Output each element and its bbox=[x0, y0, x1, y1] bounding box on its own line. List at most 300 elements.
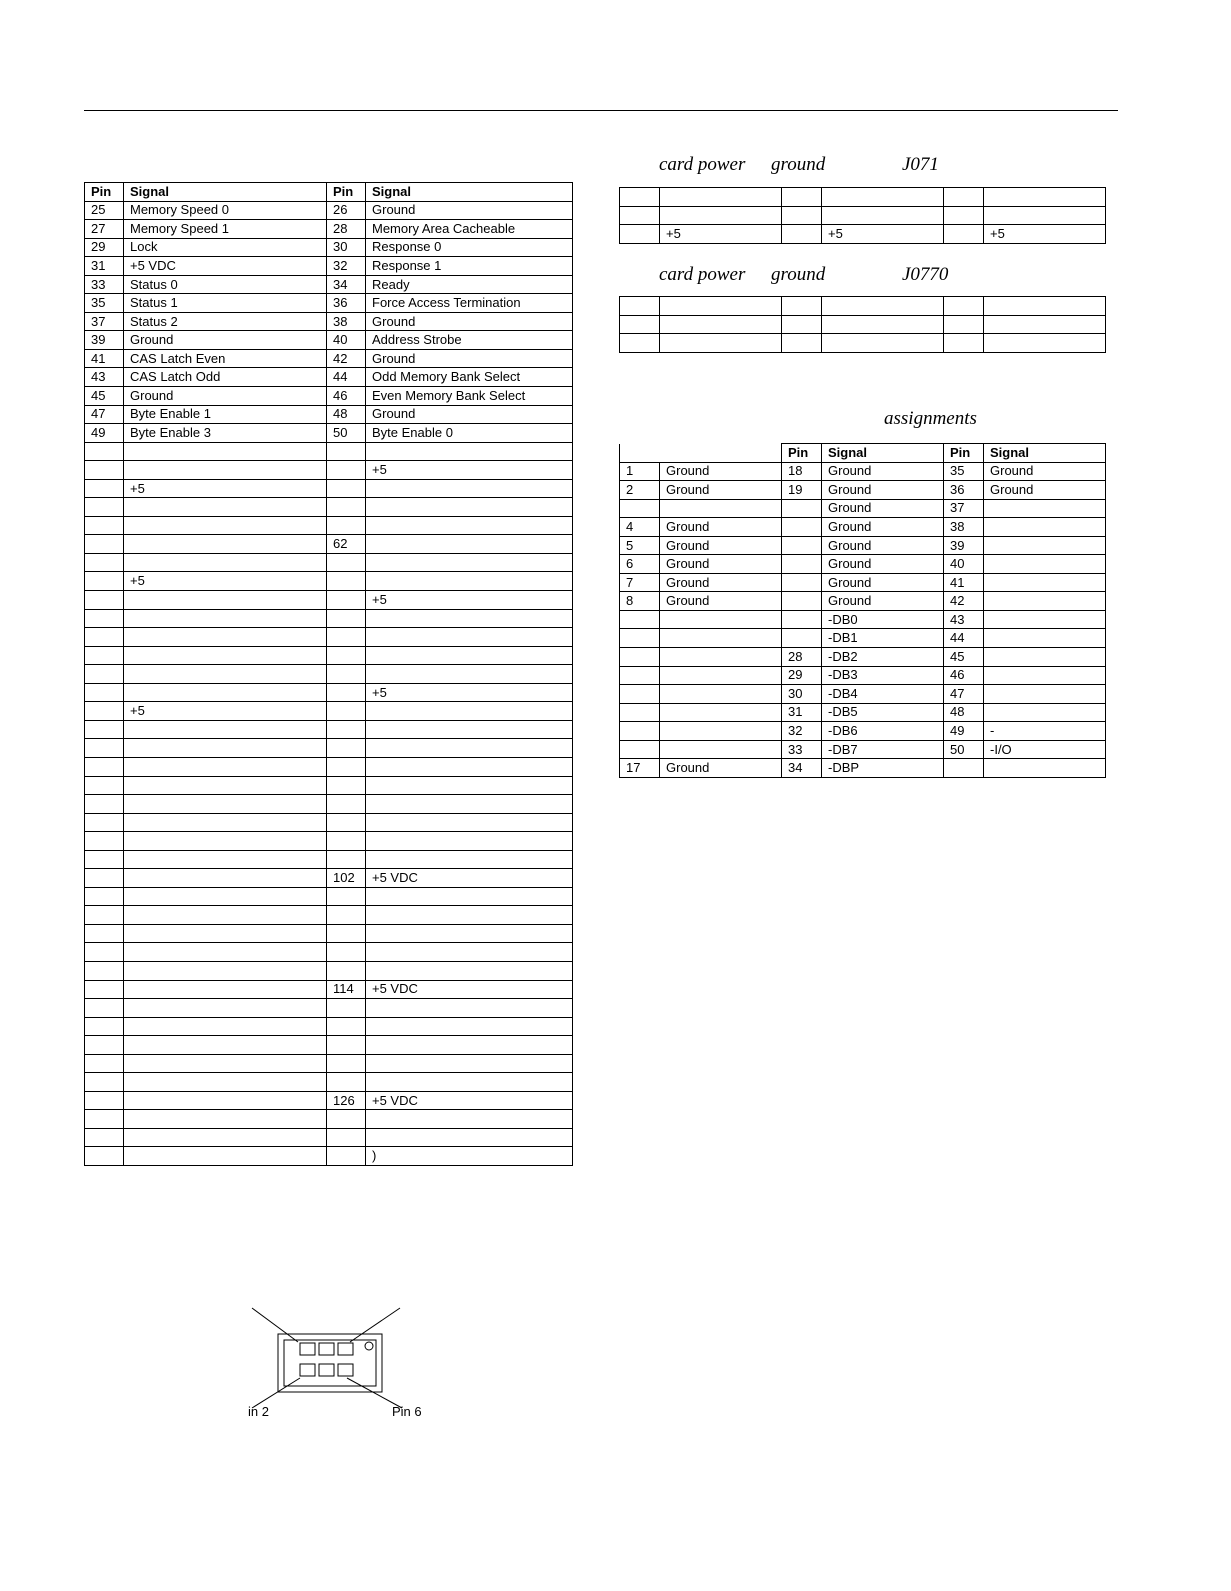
table-row bbox=[85, 739, 573, 758]
table-row bbox=[85, 572, 573, 591]
scsi-caption: assignments bbox=[884, 408, 977, 429]
signal-cell: Response 0 bbox=[366, 238, 573, 257]
pin-cell: 29 bbox=[85, 238, 124, 257]
signal-cell: -DB2 bbox=[822, 648, 944, 667]
signal-cell: Lock bbox=[124, 238, 327, 257]
pin-cell bbox=[944, 334, 984, 353]
signal-cell: Ground bbox=[366, 201, 573, 220]
pin-cell: 43 bbox=[85, 368, 124, 387]
pin-cell bbox=[85, 591, 124, 610]
column-header bbox=[660, 444, 782, 463]
pin-cell bbox=[85, 516, 124, 535]
signal-cell bbox=[366, 1073, 573, 1092]
pin-cell: 6 bbox=[620, 555, 660, 574]
pin-cell bbox=[85, 980, 124, 999]
pin-cell bbox=[944, 188, 984, 207]
pin-cell: 33 bbox=[782, 740, 822, 759]
table-row bbox=[620, 315, 1106, 334]
signal-cell bbox=[366, 961, 573, 980]
pin-cell: 114 bbox=[327, 980, 366, 999]
pin-cell bbox=[85, 832, 124, 851]
table-row bbox=[85, 702, 573, 721]
signal-cell: Status 0 bbox=[124, 275, 327, 294]
signal-cell bbox=[366, 739, 573, 758]
table-row bbox=[85, 424, 573, 443]
signal-cell: Ground bbox=[822, 462, 944, 481]
pin-cell: 2 bbox=[620, 481, 660, 500]
pin-cell bbox=[782, 188, 822, 207]
signal-cell: Ground bbox=[660, 481, 782, 500]
signal-cell bbox=[124, 628, 327, 647]
pin-cell bbox=[782, 518, 822, 537]
signal-cell bbox=[366, 553, 573, 572]
signal-cell: Ground bbox=[124, 387, 327, 406]
pin-cell bbox=[85, 924, 124, 943]
pin-cell bbox=[327, 442, 366, 461]
pin-cell bbox=[327, 739, 366, 758]
pin-cell bbox=[944, 225, 984, 244]
pin-cell bbox=[620, 648, 660, 667]
table-header-row bbox=[620, 444, 1106, 463]
pin-cell bbox=[620, 666, 660, 685]
pin-cell bbox=[782, 610, 822, 629]
table-row bbox=[620, 685, 1106, 704]
signal-cell bbox=[366, 535, 573, 554]
signal-cell bbox=[366, 924, 573, 943]
signal-cell bbox=[822, 315, 944, 334]
pin-cell bbox=[85, 869, 124, 888]
table-row bbox=[85, 924, 573, 943]
pin-cell: 28 bbox=[327, 220, 366, 239]
table-row bbox=[620, 225, 1106, 244]
pin-cell: 36 bbox=[944, 481, 984, 500]
signal-cell bbox=[124, 1110, 327, 1129]
pin-cell bbox=[620, 334, 660, 353]
pin-cell bbox=[327, 850, 366, 869]
signal-cell: Ground bbox=[822, 536, 944, 555]
table-row bbox=[620, 206, 1106, 225]
header-rule bbox=[84, 110, 1118, 111]
pin-cell: 43 bbox=[944, 610, 984, 629]
pin-cell: 47 bbox=[944, 685, 984, 704]
pin-cell: 31 bbox=[782, 703, 822, 722]
j071-power-table bbox=[619, 187, 1106, 244]
signal-cell bbox=[660, 610, 782, 629]
pin-cell: 39 bbox=[944, 536, 984, 555]
signal-cell: -DB0 bbox=[822, 610, 944, 629]
pin-cell: 25 bbox=[85, 201, 124, 220]
signal-cell: Ready bbox=[366, 275, 573, 294]
signal-cell bbox=[660, 188, 782, 207]
pin-cell: 17 bbox=[620, 759, 660, 778]
pin-cell: 126 bbox=[327, 1091, 366, 1110]
pin-cell: 62 bbox=[327, 535, 366, 554]
j071-caption-connector: J071 bbox=[902, 154, 939, 175]
signal-cell: Response 1 bbox=[366, 257, 573, 276]
signal-cell bbox=[124, 516, 327, 535]
signal-cell: Memory Area Cacheable bbox=[366, 220, 573, 239]
column-header: Signal bbox=[366, 183, 573, 202]
table-row bbox=[85, 331, 573, 350]
table-row bbox=[85, 368, 573, 387]
signal-cell: +5 bbox=[124, 572, 327, 591]
connector-label-left: in 2 bbox=[248, 1404, 269, 1419]
signal-cell: Address Strobe bbox=[366, 331, 573, 350]
pin-cell: 45 bbox=[944, 648, 984, 667]
signal-cell bbox=[984, 648, 1106, 667]
signal-cell bbox=[366, 479, 573, 498]
pin-cell bbox=[85, 646, 124, 665]
pin-cell bbox=[85, 572, 124, 591]
pin-cell bbox=[85, 1073, 124, 1092]
pin-cell bbox=[85, 628, 124, 647]
pin-cell bbox=[85, 943, 124, 962]
signal-cell bbox=[366, 516, 573, 535]
pin-cell bbox=[85, 906, 124, 925]
pin-cell bbox=[327, 832, 366, 851]
signal-cell bbox=[366, 702, 573, 721]
table-row bbox=[85, 646, 573, 665]
pin-cell: 18 bbox=[782, 462, 822, 481]
table-row bbox=[85, 683, 573, 702]
signal-cell bbox=[124, 1054, 327, 1073]
j0770-caption-connector: J0770 bbox=[902, 264, 949, 285]
signal-cell bbox=[660, 629, 782, 648]
pin-cell: 48 bbox=[327, 405, 366, 424]
signal-cell bbox=[124, 609, 327, 628]
signal-cell: Status 1 bbox=[124, 294, 327, 313]
pin-cell bbox=[327, 665, 366, 684]
signal-cell: -DB5 bbox=[822, 703, 944, 722]
pin-cell bbox=[327, 553, 366, 572]
signal-cell bbox=[124, 535, 327, 554]
pin-cell bbox=[85, 683, 124, 702]
signal-cell: Ground bbox=[366, 349, 573, 368]
table-row bbox=[85, 628, 573, 647]
pin-cell: 26 bbox=[327, 201, 366, 220]
table-row bbox=[85, 349, 573, 368]
pin-cell bbox=[620, 188, 660, 207]
signal-cell bbox=[660, 703, 782, 722]
pin-cell bbox=[85, 795, 124, 814]
table-row bbox=[620, 499, 1106, 518]
signal-cell bbox=[822, 188, 944, 207]
signal-cell bbox=[984, 629, 1106, 648]
pin-cell: 47 bbox=[85, 405, 124, 424]
signal-cell: Ground bbox=[660, 462, 782, 481]
pin-cell bbox=[327, 461, 366, 480]
system-bus-pin-table bbox=[84, 182, 573, 1166]
pin-cell: 42 bbox=[327, 349, 366, 368]
table-row bbox=[620, 555, 1106, 574]
signal-cell bbox=[366, 498, 573, 517]
j071-caption-ground: ground bbox=[771, 154, 826, 175]
pin-cell bbox=[327, 609, 366, 628]
signal-cell: Ground bbox=[822, 518, 944, 537]
signal-cell: Ground bbox=[124, 331, 327, 350]
signal-cell: -DB7 bbox=[822, 740, 944, 759]
pin-cell: 46 bbox=[944, 666, 984, 685]
table-row bbox=[85, 591, 573, 610]
signal-cell bbox=[984, 297, 1106, 316]
signal-cell: -DB4 bbox=[822, 685, 944, 704]
pin-cell: 8 bbox=[620, 592, 660, 611]
signal-cell bbox=[366, 813, 573, 832]
table-row bbox=[85, 312, 573, 331]
pin-cell: 30 bbox=[782, 685, 822, 704]
table-row bbox=[85, 1073, 573, 1092]
signal-cell bbox=[984, 555, 1106, 574]
signal-cell: Ground bbox=[984, 481, 1106, 500]
j0770-power-table bbox=[619, 296, 1106, 353]
signal-cell: Ground bbox=[660, 555, 782, 574]
table-row bbox=[85, 442, 573, 461]
pin-cell bbox=[85, 1110, 124, 1129]
signal-cell bbox=[366, 646, 573, 665]
signal-cell: Even Memory Bank Select bbox=[366, 387, 573, 406]
pin-cell bbox=[327, 906, 366, 925]
signal-cell: -I/O bbox=[984, 740, 1106, 759]
signal-cell bbox=[366, 609, 573, 628]
pin-cell bbox=[85, 702, 124, 721]
pin-cell bbox=[85, 813, 124, 832]
signal-cell: CAS Latch Even bbox=[124, 349, 327, 368]
signal-cell bbox=[124, 906, 327, 925]
signal-cell bbox=[660, 206, 782, 225]
signal-cell bbox=[124, 980, 327, 999]
pin-cell: 5 bbox=[620, 536, 660, 555]
pin-cell: 42 bbox=[944, 592, 984, 611]
table-row bbox=[620, 188, 1106, 207]
pin-cell bbox=[327, 924, 366, 943]
signal-cell bbox=[124, 1091, 327, 1110]
pin-cell bbox=[782, 297, 822, 316]
pin-cell: 40 bbox=[944, 555, 984, 574]
table-row bbox=[620, 518, 1106, 537]
signal-cell bbox=[984, 518, 1106, 537]
signal-cell bbox=[124, 943, 327, 962]
pin-cell: 33 bbox=[85, 275, 124, 294]
pin-cell bbox=[327, 646, 366, 665]
signal-cell bbox=[984, 206, 1106, 225]
signal-cell: Ground bbox=[660, 592, 782, 611]
signal-cell bbox=[984, 592, 1106, 611]
signal-cell bbox=[822, 334, 944, 353]
table-row bbox=[85, 980, 573, 999]
pin-cell: 29 bbox=[782, 666, 822, 685]
pin-cell bbox=[327, 720, 366, 739]
connector-label-right: Pin 6 bbox=[392, 1404, 422, 1419]
pin-cell bbox=[620, 685, 660, 704]
pin-cell bbox=[782, 536, 822, 555]
signal-cell: +5 bbox=[366, 591, 573, 610]
pin-cell bbox=[85, 1128, 124, 1147]
pin-cell: 50 bbox=[327, 424, 366, 443]
table-row bbox=[620, 759, 1106, 778]
pin-cell bbox=[85, 1147, 124, 1166]
signal-cell bbox=[124, 1017, 327, 1036]
pin-cell bbox=[85, 535, 124, 554]
table-row bbox=[85, 1128, 573, 1147]
pin-cell bbox=[620, 610, 660, 629]
signal-cell bbox=[660, 315, 782, 334]
pin-cell bbox=[327, 1036, 366, 1055]
table-row bbox=[85, 553, 573, 572]
table-row bbox=[85, 1036, 573, 1055]
pin-cell: 37 bbox=[944, 499, 984, 518]
signal-cell bbox=[660, 740, 782, 759]
pin-cell bbox=[620, 225, 660, 244]
pin-cell bbox=[85, 720, 124, 739]
pin-cell bbox=[85, 757, 124, 776]
signal-cell: Ground bbox=[822, 499, 944, 518]
signal-cell bbox=[366, 943, 573, 962]
pin-cell bbox=[620, 206, 660, 225]
signal-cell: Odd Memory Bank Select bbox=[366, 368, 573, 387]
signal-cell bbox=[124, 1128, 327, 1147]
signal-cell: Force Access Termination bbox=[366, 294, 573, 313]
column-header: Signal bbox=[822, 444, 944, 463]
table-row bbox=[85, 776, 573, 795]
table-row bbox=[85, 720, 573, 739]
signal-cell: +5 bbox=[660, 225, 782, 244]
table-row bbox=[85, 1147, 573, 1166]
signal-cell bbox=[366, 850, 573, 869]
signal-cell bbox=[124, 591, 327, 610]
pin-cell bbox=[944, 315, 984, 334]
table-row bbox=[85, 999, 573, 1018]
column-header: Pin bbox=[944, 444, 984, 463]
pin-cell bbox=[944, 206, 984, 225]
signal-cell bbox=[124, 553, 327, 572]
pin-cell bbox=[327, 498, 366, 517]
signal-cell bbox=[366, 757, 573, 776]
pin-cell: 32 bbox=[782, 722, 822, 741]
table-row bbox=[620, 536, 1106, 555]
pin-cell: 35 bbox=[85, 294, 124, 313]
pin-cell bbox=[85, 1036, 124, 1055]
signal-cell bbox=[984, 610, 1106, 629]
pin-cell bbox=[85, 665, 124, 684]
pin-cell: 50 bbox=[944, 740, 984, 759]
signal-cell bbox=[124, 813, 327, 832]
signal-cell bbox=[660, 685, 782, 704]
table-row bbox=[620, 297, 1106, 316]
pin-cell bbox=[85, 1091, 124, 1110]
table-row bbox=[85, 757, 573, 776]
pin-cell: 34 bbox=[327, 275, 366, 294]
signal-cell bbox=[660, 648, 782, 667]
pin-cell bbox=[782, 499, 822, 518]
j0770-caption-ground: ground bbox=[771, 264, 826, 285]
signal-cell bbox=[366, 1054, 573, 1073]
signal-cell bbox=[366, 1036, 573, 1055]
signal-cell: +5 VDC bbox=[124, 257, 327, 276]
signal-cell: Memory Speed 0 bbox=[124, 201, 327, 220]
signal-cell: +5 bbox=[366, 461, 573, 480]
pin-cell bbox=[944, 297, 984, 316]
pin-cell: 4 bbox=[620, 518, 660, 537]
table-row bbox=[85, 294, 573, 313]
table-row bbox=[620, 703, 1106, 722]
signal-cell bbox=[366, 887, 573, 906]
pin-cell bbox=[620, 629, 660, 648]
signal-cell: +5 VDC bbox=[366, 869, 573, 888]
pin-cell bbox=[327, 813, 366, 832]
table-row bbox=[85, 813, 573, 832]
pin-cell bbox=[327, 795, 366, 814]
pin-cell: 30 bbox=[327, 238, 366, 257]
signal-cell bbox=[984, 666, 1106, 685]
signal-cell: CAS Latch Odd bbox=[124, 368, 327, 387]
pin-cell: 32 bbox=[327, 257, 366, 276]
table-row bbox=[620, 573, 1106, 592]
column-header: Pin bbox=[85, 183, 124, 202]
table-row bbox=[85, 850, 573, 869]
signal-cell bbox=[984, 685, 1106, 704]
table-row bbox=[85, 275, 573, 294]
table-row bbox=[85, 535, 573, 554]
column-header: Signal bbox=[124, 183, 327, 202]
signal-cell: Memory Speed 1 bbox=[124, 220, 327, 239]
signal-cell bbox=[366, 572, 573, 591]
scsi-pin-table bbox=[619, 443, 1106, 778]
table-row bbox=[85, 1091, 573, 1110]
pin-cell: 19 bbox=[782, 481, 822, 500]
signal-cell: -DBP bbox=[822, 759, 944, 778]
signal-cell bbox=[822, 297, 944, 316]
signal-cell: Ground bbox=[984, 462, 1106, 481]
table-row bbox=[620, 740, 1106, 759]
column-header: Signal bbox=[984, 444, 1106, 463]
table-row bbox=[85, 906, 573, 925]
signal-cell: -DB6 bbox=[822, 722, 944, 741]
pin-cell bbox=[85, 850, 124, 869]
pin-cell bbox=[85, 999, 124, 1018]
signal-cell: - bbox=[984, 722, 1106, 741]
pin-cell bbox=[85, 442, 124, 461]
signal-cell bbox=[660, 666, 782, 685]
pin-cell bbox=[782, 225, 822, 244]
column-header bbox=[620, 444, 660, 463]
table-row bbox=[620, 334, 1106, 353]
j071-caption-card-power: card power bbox=[659, 154, 746, 175]
signal-cell: +5 bbox=[822, 225, 944, 244]
pin-cell bbox=[782, 555, 822, 574]
pin-cell bbox=[327, 683, 366, 702]
signal-cell bbox=[366, 776, 573, 795]
pin-cell bbox=[782, 573, 822, 592]
table-row bbox=[85, 461, 573, 480]
signal-cell bbox=[660, 297, 782, 316]
signal-cell bbox=[366, 832, 573, 851]
table-row bbox=[85, 961, 573, 980]
table-row bbox=[620, 592, 1106, 611]
signal-cell bbox=[124, 683, 327, 702]
pin-cell bbox=[620, 297, 660, 316]
pin-cell: 34 bbox=[782, 759, 822, 778]
table-row bbox=[620, 481, 1106, 500]
signal-cell: Ground bbox=[822, 555, 944, 574]
pin-cell bbox=[327, 1054, 366, 1073]
pin-cell bbox=[327, 943, 366, 962]
pin-cell bbox=[327, 1073, 366, 1092]
signal-cell: +5 bbox=[124, 479, 327, 498]
column-header: Pin bbox=[782, 444, 822, 463]
signal-cell bbox=[366, 628, 573, 647]
pin-cell: 36 bbox=[327, 294, 366, 313]
pin-cell: 49 bbox=[944, 722, 984, 741]
